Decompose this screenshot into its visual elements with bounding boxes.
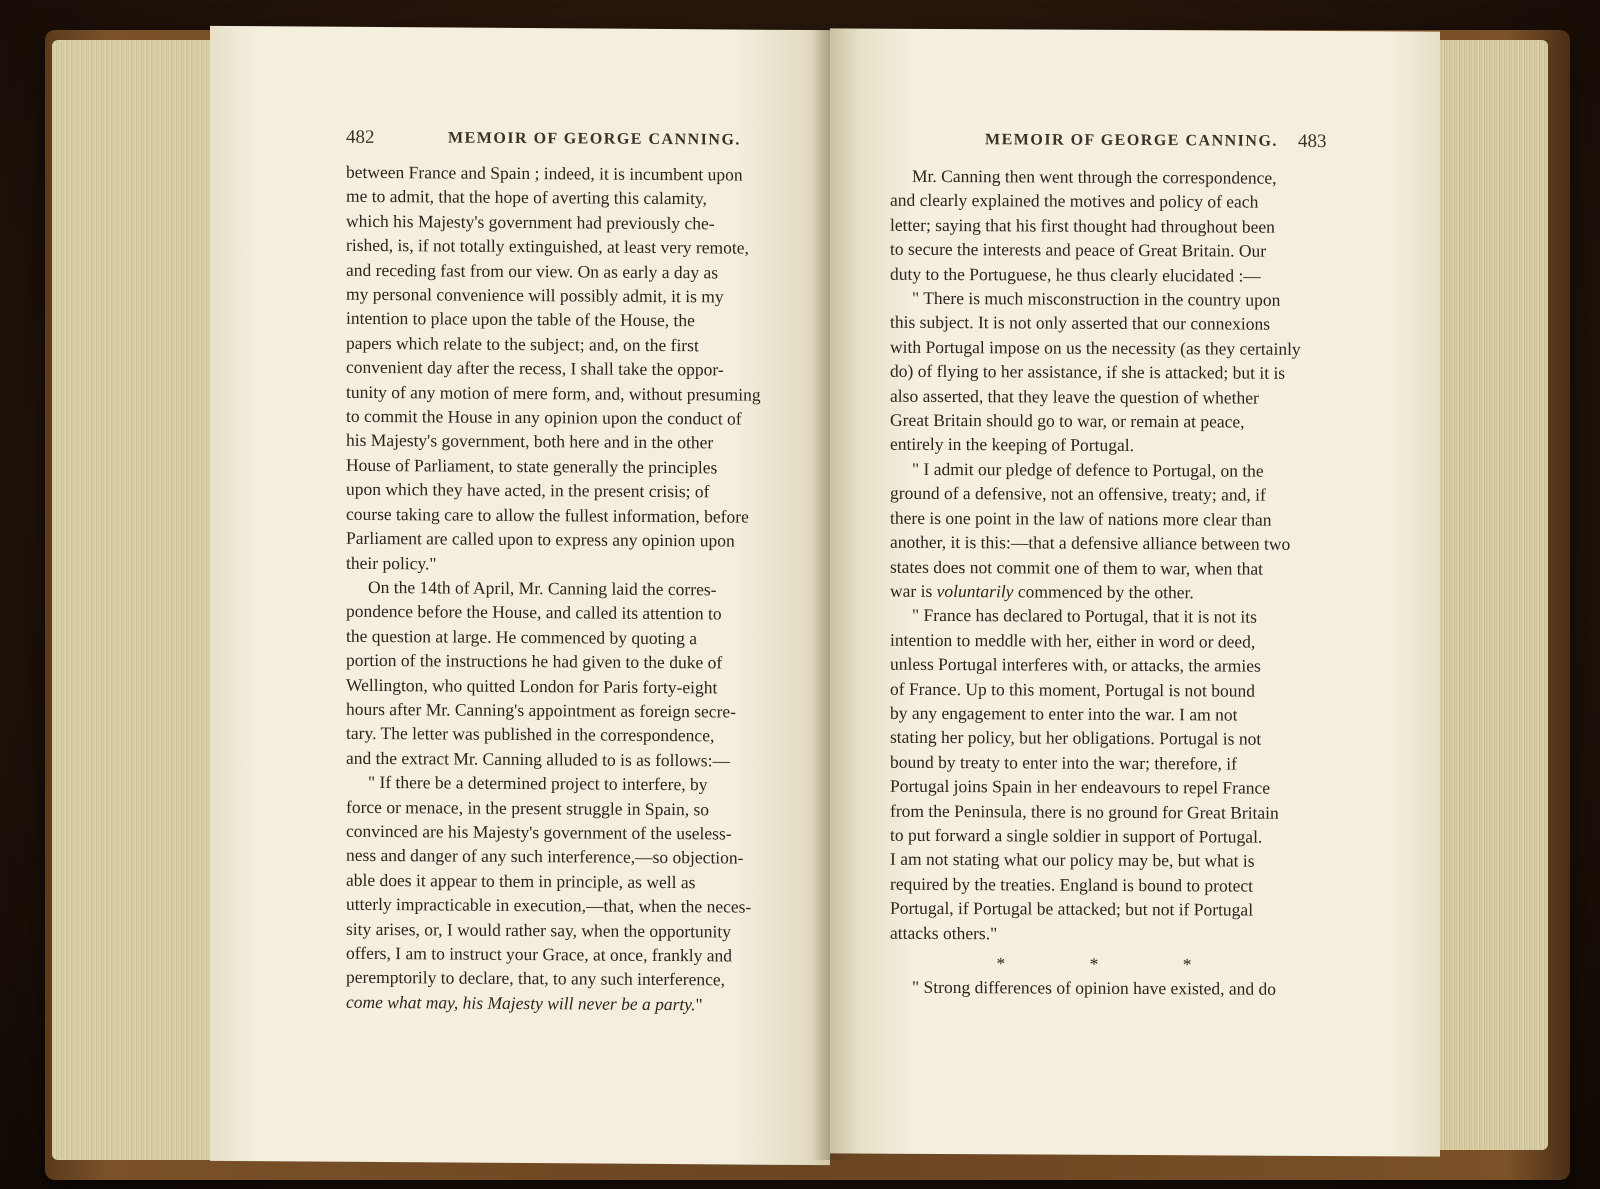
text-line: and the extract Mr. Canning alluded to is as follows:— <box>346 747 730 771</box>
text-line: " Strong differences of opinion have existed, and do <box>912 977 1277 1000</box>
text-line: able does it appear to them in principle, as well as <box>346 869 696 893</box>
text-line: convinced are his Majesty's government of the useless- <box>346 820 732 844</box>
text-line: Great Britain should go to war, or remain at peace, <box>890 409 1245 432</box>
right-running-head: MEMOIR OF GEORGE CANNING. <box>985 131 1278 150</box>
text-line: there is one point in the law of nations more clear than <box>890 507 1272 530</box>
text-line: intention to meddle with her, either in word or deed, <box>890 629 1256 652</box>
text-line: bound by treaty to enter into the war; therefore, if <box>890 751 1237 774</box>
text-line: the question at large. He commenced by quoting a <box>346 625 698 648</box>
left-running-head: MEMOIR OF GEORGE CANNING. <box>448 129 741 149</box>
text-line: tary. The letter was published in the correspondence, <box>346 723 715 746</box>
left-page <box>210 26 830 1165</box>
text-line: tunity of any motion of mere form, and, without presuming <box>346 381 761 405</box>
text-line: between France and Spain ; indeed, it is incumbent upon <box>346 161 743 185</box>
text-line: upon which they have acted, in the present crisis; of <box>346 479 710 502</box>
right-page <box>830 28 1440 1156</box>
text-line: Portugal, if Portugal be attacked; but not if Portugal <box>890 897 1254 920</box>
text-line: " France has declared to Portugal, that it is not its <box>912 605 1257 627</box>
section-break-asterisks: * * * <box>996 953 1232 975</box>
text-line: of France. Up to this moment, Portugal is not bound <box>890 678 1256 701</box>
text-line: ground of a defensive, not an offensive, treaty; and, if <box>890 482 1266 505</box>
text-line: " There is much misconstruction in the country upon <box>912 287 1281 310</box>
text-line: Mr. Canning then went through the correspondence, <box>912 165 1277 188</box>
text-line: their policy." <box>346 552 437 573</box>
text-line: and receding fast from our view. On as early a day as <box>346 259 719 283</box>
left-page-number: 482 <box>346 126 375 148</box>
text-line: ness and danger of any such interference,—so objection- <box>346 845 744 868</box>
text-line: force or menace, in the present struggle in Spain, so <box>346 796 710 819</box>
text-line: to commit the House in any opinion upon the conduct of <box>346 405 742 429</box>
text-line: " If there be a determined project to interfere, by <box>368 772 708 795</box>
text-line: me to admit, that the hope of averting this calamity, <box>346 186 707 209</box>
text-line: attacks others." <box>890 922 998 943</box>
text-line: duty to the Portuguese, he thus clearly elucidated :— <box>890 263 1261 286</box>
text-line: hours after Mr. Canning's appointment as foreign secre- <box>346 698 736 722</box>
text-line: his Majesty's government, both here and in the other <box>346 430 714 453</box>
text-line: sity arises, or, I would rather say, when the opportunity <box>346 918 732 942</box>
right-page-edges <box>1430 40 1548 1150</box>
left-page-edges <box>52 40 227 1160</box>
text-line: states does not commit one of them to war, when that <box>890 556 1264 579</box>
text-line: pondence before the House, and called its attention to <box>346 601 722 624</box>
text-line: do) of flying to her assistance, if she is attacked; but it is <box>890 360 1286 384</box>
text-line: course taking care to allow the fullest information, before <box>346 503 749 527</box>
text-line: this subject. It is not only asserted that our connexions <box>890 312 1271 335</box>
text-line: from the Peninsula, there is no ground for Great Britain <box>890 800 1279 823</box>
text-line: letter; saying that his first thought had throughout been <box>890 214 1275 237</box>
right-page-body <box>890 164 1338 1002</box>
text-line: I am not stating what our policy may be, but what is <box>890 849 1255 872</box>
text-line: by any engagement to enter into the war. I am not <box>890 702 1238 725</box>
text-line: portion of the instructions he had given to the duke of <box>346 649 723 673</box>
text-line: to put forward a single soldier in support of Portugal. <box>890 824 1263 847</box>
text-line: Portugal joins Spain in her endeavours to repel France <box>890 775 1271 798</box>
text-line: " I admit our pledge of defence to Portugal, on the <box>912 458 1264 481</box>
text-line: Wellington, who quitted London for Paris forty-eight <box>346 674 718 697</box>
text-line: which his Majesty's government had previously che- <box>346 210 715 234</box>
text-line: to secure the interests and peace of Great Britain. Our <box>890 238 1267 261</box>
text-line: utterly impracticable in execution,—that, when the neces- <box>346 893 752 917</box>
text-line: required by the treaties. England is bound to protect <box>890 873 1254 896</box>
text-line-italic: war is voluntarily commenced by the other. <box>890 580 1194 603</box>
text-line: peremptorily to declare, that, to any such interference, <box>346 967 726 990</box>
text-line: entirely in the keeping of Portugal. <box>890 434 1134 456</box>
text-line: House of Parliament, to state generally the principles <box>346 454 718 478</box>
left-page-body <box>346 160 796 1017</box>
text-line: offers, I am to instruct your Grace, at once, frankly and <box>346 942 732 966</box>
text-line: my personal convenience will possibly admit, it is my <box>346 283 724 307</box>
text-line-italic: come what may, his Majesty will never be a party." <box>346 991 703 1015</box>
text-line: also asserted, that they leave the question of whether <box>890 385 1259 408</box>
text-line: convenient day after the recess, I shall take the oppor- <box>346 357 724 380</box>
text-line: papers which relate to the subject; and, on the first <box>346 332 699 356</box>
text-line: another, it is this:—that a defensive alliance between two <box>890 531 1291 554</box>
text-line: stating her policy, but her obligations. Portugal is not <box>890 727 1262 750</box>
text-line: Parliament are called upon to express any opinion upon <box>346 527 735 551</box>
text-line: rished, is, if not totally extinguished, at least very remote, <box>346 235 749 258</box>
text-line: unless Portugal interferes with, or attacks, the armies <box>890 653 1261 676</box>
text-line: and clearly explained the motives and policy of each <box>890 190 1259 213</box>
text-line: intention to place upon the table of the House, the <box>346 308 695 331</box>
right-page-number: 483 <box>1298 130 1327 153</box>
text-line: with Portugal impose on us the necessity (as they certainly <box>890 336 1301 359</box>
text-line: On the 14th of April, Mr. Canning laid the corres- <box>368 576 717 600</box>
